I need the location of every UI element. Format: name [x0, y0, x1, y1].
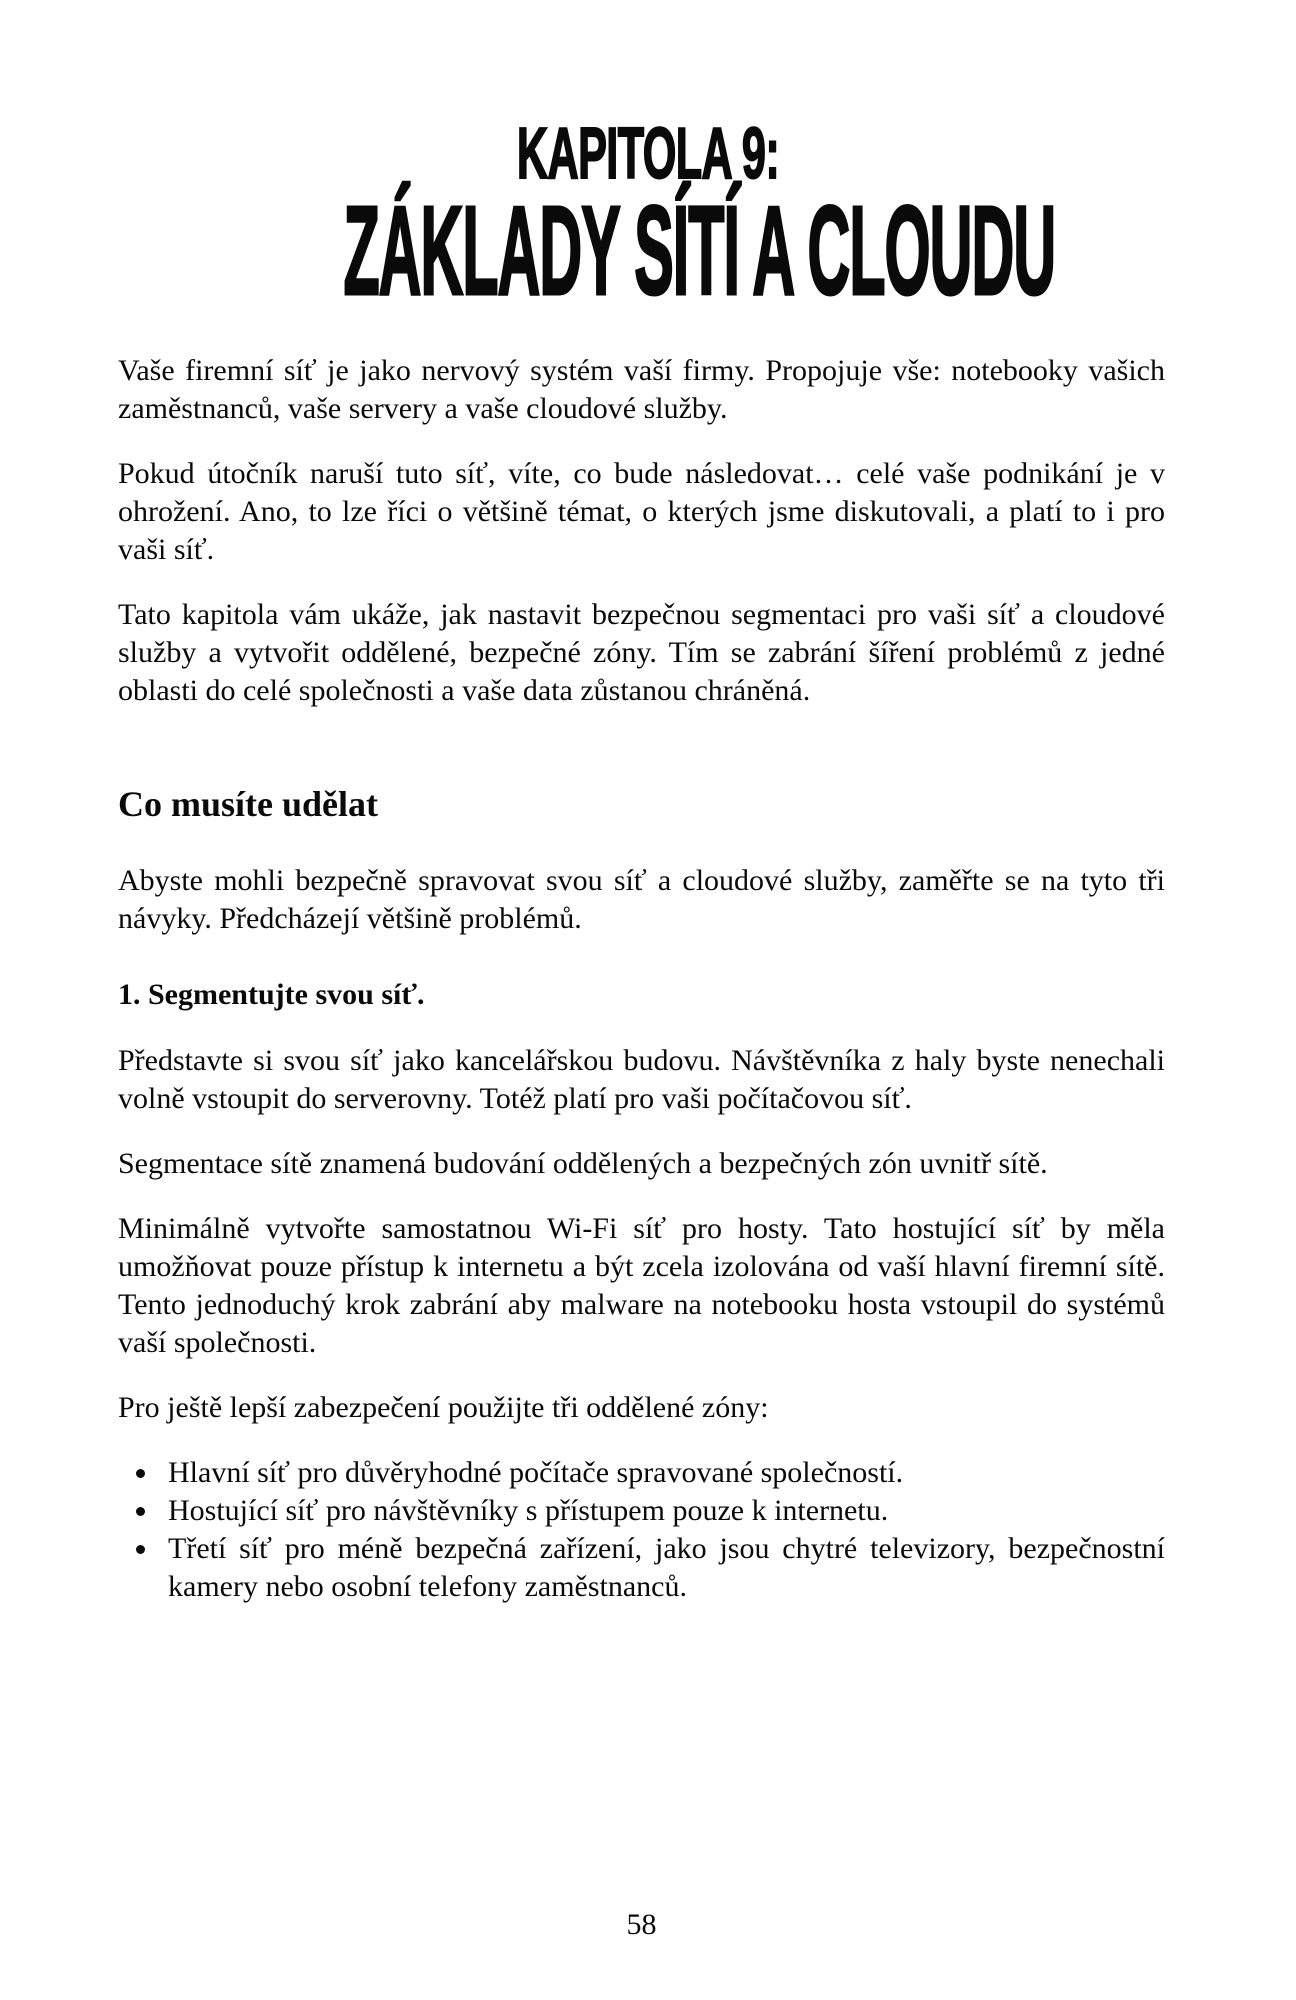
chapter-kicker: KAPITOLA 9:	[516, 114, 780, 194]
intro-paragraph-2: Pokud útočník naruší tuto síť, víte, co bude následovat… celé vaše podnikání je v ohrožení. Ano, to lze říci o většině témat, o kterých jsme diskutovali, a platí to i pro vaši síť.	[118, 457, 1165, 566]
intro-paragraph-1: Vaše firemní síť je jako nervový systém vaší firmy. Propojuje vše: notebooky vašich zaměstnanců, vaše servery a vaše cloudové služby.	[118, 354, 1165, 425]
chapter-header	[0, 0, 1296, 321]
intro-paragraph-3: Tato kapitola vám ukáže, jak nastavit bezpečnou segmentaci pro vaši síť a cloudové služby a vytvořit oddělené, bezpečné zóny. Tím se zabrání šíření problémů z jedné oblasti do celé společnosti a vaše data zůstanou chráněná.	[118, 598, 1165, 707]
habit-1-heading: 1. Segmentujte svou síť.	[118, 978, 425, 1011]
habits-intro-paragraph: Abyste mohli bezpečně spravovat svou síť a cloudové služby, zaměřte se na tyto tři návyky. Předcházejí většině problémů.	[118, 864, 1165, 935]
section-heading-what-to-do: Co musíte udělat	[118, 784, 378, 824]
zones-intro-paragraph: Pro ještě lepší zabezpečení použijte tři oddělené zóny:	[118, 1391, 769, 1424]
chapter-body	[118, 310, 1165, 1606]
zone-list-item-iot-network: • Třetí síť pro méně bezpečná zařízení, jako jsou chytré televizory, bezpečnostní kamery nebo osobní telefony zaměstnanců.	[160, 1530, 1165, 1606]
zone-list	[118, 1454, 1165, 1606]
habit-1-paragraph-1: Představte si svou síť jako kancelářskou budovu. Návštěvníka z haly byste nenechali volně vstoupit do serverovny. Totéž platí pro vaši počítačovou síť.	[118, 1044, 1165, 1115]
zone-list-item-main-network: • Hlavní síť pro důvěryhodné počítače spravované společností.	[160, 1454, 1165, 1492]
zone-list-item-guest-network: • Hostující síť pro návštěvníky s přístupem pouze k internetu.	[160, 1492, 1165, 1530]
habit-1-paragraph-2: Segmentace sítě znamená budování oddělených a bezpečných zón uvnitř sítě.	[118, 1147, 1048, 1180]
habit-1-paragraph-3: Minimálně vytvořte samostatnou Wi-Fi síť pro hosty. Tato hostující síť by měla umožňovat pouze přístup k internetu a být zcela izolována od vaší hlavní firemní sítě. Tento jednoduchý krok zabrání aby malware na notebooku hosta vstoupil do systémů vaší společnosti.	[118, 1212, 1165, 1359]
chapter-title: ZÁKLADY SÍTÍ A CLOUDU	[343, 180, 1056, 321]
page-number: 58	[626, 1908, 657, 1941]
